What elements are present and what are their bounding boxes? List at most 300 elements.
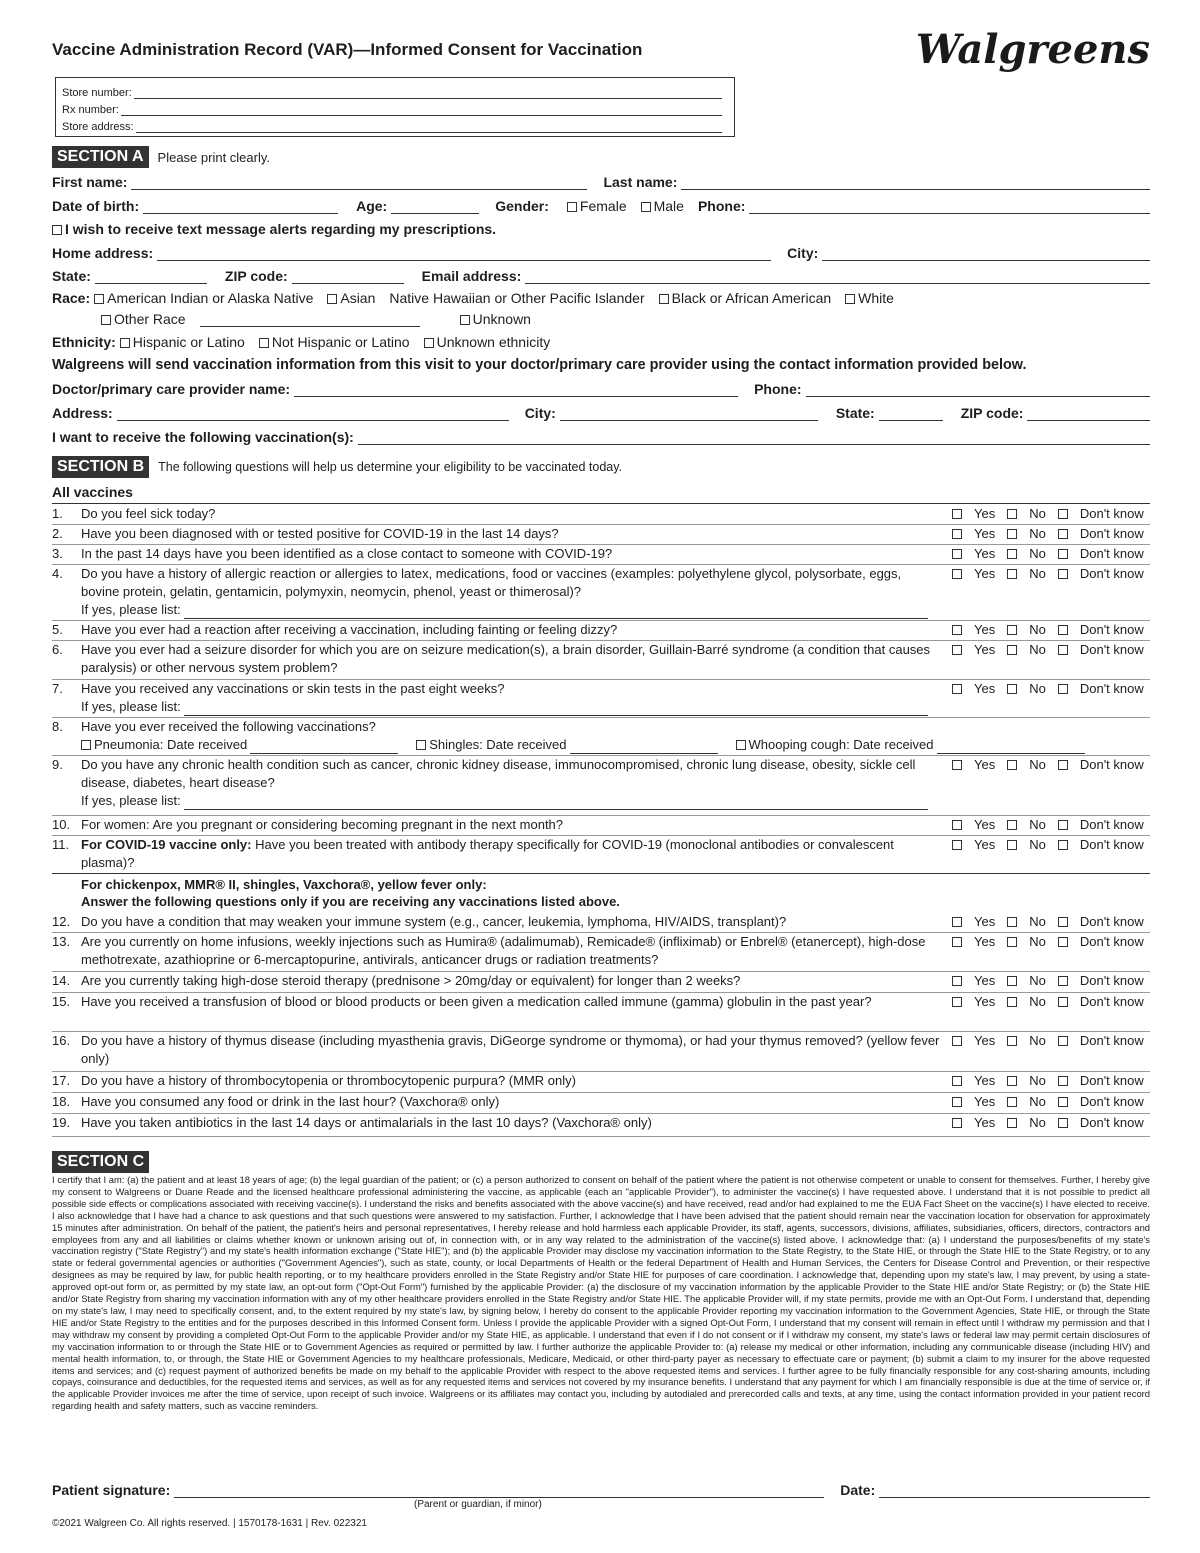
provider-city-field[interactable] xyxy=(560,405,818,421)
answer-yes[interactable] xyxy=(952,545,995,563)
question-row xyxy=(52,836,1150,874)
answer-yes[interactable] xyxy=(952,1114,995,1132)
answer-yes[interactable] xyxy=(952,972,995,990)
checkbox[interactable] xyxy=(1007,937,1017,947)
answer-options xyxy=(952,1072,1150,1090)
option-label: Native Hawaiian or Other Pacific Islander xyxy=(389,290,645,306)
question-number: 15. xyxy=(52,994,71,1009)
checkbox[interactable] xyxy=(1058,529,1068,539)
answer-label: No xyxy=(1029,994,1046,1009)
option-label: Hispanic or Latino xyxy=(132,334,245,350)
first-name-label: First name: xyxy=(52,174,128,190)
checkbox[interactable] xyxy=(1007,976,1017,986)
question-number: 6. xyxy=(52,642,63,657)
checkbox[interactable] xyxy=(1058,937,1068,947)
answer-yes[interactable] xyxy=(952,505,995,523)
answer-dont-know[interactable] xyxy=(1058,933,1144,951)
question-text xyxy=(81,680,941,716)
question-number: 7. xyxy=(52,681,63,696)
question-number: 16. xyxy=(52,1033,71,1048)
store-number-field[interactable] xyxy=(134,87,722,99)
other-race-field[interactable] xyxy=(200,311,420,327)
answer-dont-know[interactable] xyxy=(1058,993,1144,1011)
question-row xyxy=(52,933,1150,972)
answer-no[interactable] xyxy=(1007,1093,1046,1111)
answer-no[interactable] xyxy=(1007,933,1046,951)
answer-options xyxy=(952,621,1150,639)
answer-label: Yes xyxy=(974,1094,996,1109)
checkbox[interactable] xyxy=(952,997,962,1007)
question-number: 2. xyxy=(52,526,63,541)
answer-yes[interactable] xyxy=(952,1072,995,1090)
answer-label: Don't know xyxy=(1079,1115,1144,1130)
provider-zip-label: ZIP code: xyxy=(960,405,1024,421)
if-yes-line xyxy=(81,792,928,810)
answer-dont-know[interactable] xyxy=(1058,505,1144,523)
answer-yes[interactable] xyxy=(952,1093,995,1111)
checkbox[interactable] xyxy=(952,976,962,986)
provider-address-field[interactable] xyxy=(117,405,509,421)
q8-option[interactable] xyxy=(416,736,566,754)
question-text xyxy=(81,718,1150,754)
walgreens-logo: Walgreens xyxy=(915,26,1150,73)
gender-female-option[interactable] xyxy=(567,198,627,214)
checkbox[interactable] xyxy=(952,917,962,927)
question-body: Have you received any vaccinations or skin tests in the past eight weeks? xyxy=(81,681,505,696)
question-row xyxy=(52,505,1150,525)
checkbox[interactable] xyxy=(1007,529,1017,539)
checkbox[interactable] xyxy=(416,740,426,750)
state-field[interactable] xyxy=(95,268,207,284)
answer-label: Don't know xyxy=(1079,1073,1144,1088)
section-b-tag: SECTION B xyxy=(52,456,149,478)
if-yes-label: If yes, please list: xyxy=(81,699,181,714)
question-row xyxy=(52,718,1150,756)
checkbox[interactable] xyxy=(845,294,855,304)
answer-no[interactable] xyxy=(1007,1072,1046,1090)
answer-label: Yes xyxy=(974,1033,996,1048)
provider-zip-field[interactable] xyxy=(1027,405,1150,421)
answer-no[interactable] xyxy=(1007,993,1046,1011)
footer-copyright: ©2021 Walgreen Co. All rights reserved. | 1570178-1631 | Rev. 022321 xyxy=(52,1518,367,1529)
answer-no[interactable] xyxy=(1007,756,1046,774)
question-number: 3. xyxy=(52,546,63,561)
answer-label: Yes xyxy=(974,681,996,696)
question-number: 13. xyxy=(52,934,71,949)
question-row xyxy=(52,972,1150,993)
checkbox[interactable] xyxy=(94,294,104,304)
checkbox[interactable] xyxy=(1007,1118,1017,1128)
race-option-native-hawaiian[interactable] xyxy=(389,290,644,306)
vaccines-wanted-field[interactable] xyxy=(358,429,1150,445)
checkbox[interactable] xyxy=(952,840,962,850)
question-text xyxy=(81,993,941,1011)
race-option-black[interactable] xyxy=(659,290,832,306)
answer-dont-know[interactable] xyxy=(1058,972,1144,990)
answer-options xyxy=(952,505,1150,523)
if-yes-label: If yes, please list: xyxy=(81,793,181,808)
provider-notice: Walgreens will send vaccination information from this visit to your doctor/primary care provider using the contact information provided below. xyxy=(52,357,1027,373)
state-label: State: xyxy=(52,268,91,284)
answer-dont-know[interactable] xyxy=(1058,1072,1144,1090)
answer-dont-know[interactable] xyxy=(1058,756,1144,774)
race-option-unknown[interactable] xyxy=(460,311,531,327)
question-body: Have you been diagnosed with or tested positive for COVID-19 in the last 14 days? xyxy=(81,526,559,541)
last-name-label: Last name: xyxy=(603,174,678,190)
checkbox[interactable] xyxy=(424,338,434,348)
question-body: Do you have a history of thrombocytopenia or thrombocytopenic purpura? (MMR only) xyxy=(81,1073,576,1088)
checkbox[interactable] xyxy=(952,509,962,519)
section-b-note: The following questions will help us determine your eligibility to be vaccinated today. xyxy=(158,460,623,474)
answer-no[interactable] xyxy=(1007,565,1046,583)
question-number: 5. xyxy=(52,622,63,637)
signature-date-field[interactable] xyxy=(879,1482,1150,1498)
city-label: City: xyxy=(787,245,819,261)
question-number: 9. xyxy=(52,757,63,772)
answer-no[interactable] xyxy=(1007,545,1046,563)
checkbox[interactable] xyxy=(1058,509,1068,519)
answer-dont-know[interactable] xyxy=(1058,641,1144,659)
answer-no[interactable] xyxy=(1007,816,1046,834)
checkbox[interactable] xyxy=(327,294,337,304)
answer-yes[interactable] xyxy=(952,525,995,543)
checkbox[interactable] xyxy=(952,569,962,579)
answer-yes[interactable] xyxy=(952,621,995,639)
answer-label: No xyxy=(1029,1033,1046,1048)
answer-label: No xyxy=(1029,681,1046,696)
city-field[interactable] xyxy=(822,245,1150,261)
question-number: 17. xyxy=(52,1073,71,1088)
question-text xyxy=(81,972,941,990)
answer-label: No xyxy=(1029,622,1046,637)
answer-yes[interactable] xyxy=(952,913,995,931)
section-c-tag: SECTION C xyxy=(52,1151,149,1173)
q8-option[interactable] xyxy=(736,736,934,754)
answer-label: Yes xyxy=(974,526,996,541)
phone-label: Phone: xyxy=(697,198,746,214)
checkbox[interactable] xyxy=(659,294,669,304)
race-option-white[interactable] xyxy=(845,290,894,306)
checkbox[interactable] xyxy=(952,760,962,770)
provider-state-field[interactable] xyxy=(879,405,943,421)
checkbox[interactable] xyxy=(101,315,111,325)
answer-label: No xyxy=(1029,757,1046,772)
answer-label: Yes xyxy=(974,934,996,949)
answer-options xyxy=(952,816,1150,834)
date-received-field[interactable] xyxy=(250,742,398,754)
answer-yes[interactable] xyxy=(952,816,995,834)
answer-options xyxy=(952,1032,1150,1050)
answer-label: Yes xyxy=(974,1115,996,1130)
checkbox[interactable] xyxy=(1007,820,1017,830)
if-yes-field[interactable] xyxy=(184,702,928,716)
checkbox[interactable] xyxy=(952,549,962,559)
answer-label: No xyxy=(1029,837,1046,852)
answer-dont-know[interactable] xyxy=(1058,525,1144,543)
text-alerts-option[interactable] xyxy=(52,221,496,237)
option-label: White xyxy=(858,290,894,306)
answer-label: Don't know xyxy=(1079,546,1144,561)
consent-text: I certify that I am: (a) the patient and at least 18 years of age; (b) the legal guardian of the patient; or (c) a person authorized to consent on behalf of the patient where the patient is not otherwise competent or unable to consent for themselves. Further, I hereby give my consent to Walgreens or Duane Reade and the licensed healthcare professional administering the vaccine, as applicable (each an "applicable Provider"), to administer the vaccine(s) I have requested above. I understand that it is not possible to predict all possible side effects or complications associated with receiving vaccine(s). I understand the risks and benefits associated with the above vaccine(s) and have received, read and/or had explained to me the EUA Fact Sheet on the vaccine(s) I have elected to receive. I also acknowledge that I have had a chance to ask questions and that such questions were answered to my satisfaction. Further, I acknowledge that I have been advised that the patient should remain near the vaccination location for observation for approximately 15 minutes after administration. On behalf of the patient, the patient's heirs and personal representatives, I hereby release and hold harmless each applicable Provider, its staff, agents, successors, divisions, affiliates, subsidiaries, officers, directors, contractors and employees from any and all liabilities or claims whether known or unknown arising out of, in connection with, or in any way related to the administration of the vaccine(s) listed above. I acknowledge that: (a) I understand the purposes/benefits of my state's vaccination registry ("State Registry") and my state's health information exchange ("State HIE"); and (b) the applicable Provider may disclose my vaccination information to the State Registry, to the State HIE, or through the State HIE to the State Registry, or to any state or federal governmental agencies or authorities ("Government Agencies"), such as state, county, or local Departments of Health or the federal Department of Health and Human Services, the Centers for Disease Control and Prevention, or their respective designees as may be required by law, for public health reporting, or to my healthcare providers enrolled in the State Registry and/or State HIE for purposes of care coordination. I acknowledge that, depending upon my state's law, I may prevent, by using a state-approved opt-out form or, as permitted by my state law, an opt-out form ("Opt-Out Form") furnished by the applicable Provider: (a) the disclosure of my vaccination information by the applicable Provider to the State HIE and/or State Registry; or (b) the State HIE and/or State Registry from sharing my vaccination information with any of my other healthcare providers enrolled in the State Registry and/or State HIE. The applicable Provider will, if my state permits, provide me with an Opt-Out Form. I understand that, depending on my state's law, I may need to specifically consent, and, to the extent required by my state's law, by signing below, I hereby do consent to the applicable Provider reporting my vaccination information to the Government Agencies, State HIE, or through the State HIE and/or State Registry to the entities and for the purposes described in this Informed Consent form. Unless I provide the applicable Provider with a signed Opt-Out Form, I understand that my consent will remain in effect until I withdraw my permission and that I may withdraw my consent by providing a completed Opt-Out Form to the applicable Provider and/or my State HIE, as applicable. I understand that even if I do not consent or if I withdraw my consent, my state's laws or federal law may permit certain disclosures of my vaccination information to or through the State HIE or to Government Agencies as required or permitted by law. I further authorize the applicable Provider to: (a) release my medical or other information, including any communicable disease (including HIV) and mental health information, to, or through, the State HIE or Government Agencies to my healthcare professionals, Medicare, Medicaid, or other third-party payer as necessary to effectuate care or payment; (b) submit a claim to my insurer for the above requested items and services; and (c) request payment of authorized benefits be made on my behalf to the applicable Provider with respect to the above requested items and services. I further agree to be fully financially responsible for any cost-sharing amounts, including copays, coinsurance and deductibles, for the requested items and services, as well as for any requested items and services not covered by my insurance benefits. I understand that any payment for which I am financially responsible is due at the time of service or, if the applicable Provider invoices me after the time of service, upon receipt of such invoice. Walgreens or its affiliates may contact you, including by autodialed and prerecorded calls and texts, at any time, using the contact information provided in your patient record regarding health and safety matters, such as vaccine reminders. xyxy=(52,1174,1150,1412)
checkbox[interactable] xyxy=(1058,917,1068,927)
question-row xyxy=(52,756,1150,816)
answer-dont-know[interactable] xyxy=(1058,1114,1144,1132)
checkbox[interactable] xyxy=(1058,684,1068,694)
answer-label: No xyxy=(1029,817,1046,832)
checkbox[interactable] xyxy=(952,1097,962,1107)
email-label: Email address: xyxy=(421,268,522,284)
if-yes-field[interactable] xyxy=(184,796,928,810)
answer-label: Yes xyxy=(974,973,996,988)
checkbox[interactable] xyxy=(1058,645,1068,655)
answer-no[interactable] xyxy=(1007,621,1046,639)
answer-yes[interactable] xyxy=(952,1032,995,1050)
checkbox[interactable] xyxy=(1007,1036,1017,1046)
question-row xyxy=(52,641,1150,680)
checkbox[interactable] xyxy=(952,625,962,635)
question-number: 1. xyxy=(52,506,63,521)
checkbox[interactable] xyxy=(1007,997,1017,1007)
checkbox[interactable] xyxy=(1007,569,1017,579)
question-body: Have you received a transfusion of blood or blood products or been given a medication called immune (gamma) globulin in the past year? xyxy=(81,994,872,1009)
female-checkbox[interactable] xyxy=(567,202,577,212)
patient-signature-field[interactable] xyxy=(174,1482,824,1498)
question-text xyxy=(81,525,941,543)
answer-label: Don't know xyxy=(1079,681,1144,696)
answer-label: Yes xyxy=(974,566,996,581)
checkbox[interactable] xyxy=(952,529,962,539)
provider-name-field[interactable] xyxy=(294,381,738,397)
checkbox[interactable] xyxy=(120,338,130,348)
question-body: Are you currently on home infusions, weekly injections such as Humira® (adalimumab), Remicade® (infliximab) or Enbrel® (etanercept), high-dose methotrexate, azathioprine or 6-mercaptopurine, antivirals, anticancer drugs or radiation treatments? xyxy=(81,934,926,967)
checkbox[interactable] xyxy=(1007,645,1017,655)
checkbox[interactable] xyxy=(952,1036,962,1046)
checkbox[interactable] xyxy=(1007,684,1017,694)
provider-address-label: Address: xyxy=(52,405,113,421)
answer-dont-know[interactable] xyxy=(1058,1093,1144,1111)
race-option-other[interactable] xyxy=(101,311,186,327)
checkbox[interactable] xyxy=(259,338,269,348)
gender-male-option[interactable] xyxy=(641,198,684,214)
answer-dont-know[interactable] xyxy=(1058,836,1144,854)
date-received-field[interactable] xyxy=(570,742,718,754)
subgroup-heading-line1: For chickenpox, MMR® II, shingles, Vaxchora®, yellow fever only: xyxy=(81,877,487,892)
email-field[interactable] xyxy=(525,268,1150,284)
question-number: 19. xyxy=(52,1115,71,1130)
answer-yes[interactable] xyxy=(952,641,995,659)
answer-options xyxy=(952,836,1150,854)
race-option-american-indian[interactable] xyxy=(94,290,313,306)
answer-label: No xyxy=(1029,566,1046,581)
section-a-note: Please print clearly. xyxy=(157,149,271,165)
checkbox[interactable] xyxy=(952,820,962,830)
answer-options xyxy=(952,756,1150,774)
ethnicity-option-not-hispanic[interactable] xyxy=(259,334,410,350)
answer-no[interactable] xyxy=(1007,972,1046,990)
checkbox[interactable] xyxy=(1007,549,1017,559)
question-number: 8. xyxy=(52,719,63,734)
text-alerts-checkbox[interactable] xyxy=(52,225,62,235)
answer-options xyxy=(952,545,1150,563)
question-body: Have you consumed any food or drink in the last hour? (Vaxchora® only) xyxy=(81,1094,500,1109)
answer-no[interactable] xyxy=(1007,1114,1046,1132)
answer-no[interactable] xyxy=(1007,641,1046,659)
checkbox[interactable] xyxy=(1058,549,1068,559)
question-body: Do you have any chronic health condition such as cancer, chronic kidney disease, immunocompromised, chronic lung disease, obesity, sickle cell disease, diabetes, heart disease? xyxy=(81,757,916,790)
answer-no[interactable] xyxy=(1007,1032,1046,1050)
answer-label: No xyxy=(1029,526,1046,541)
question-number: 11. xyxy=(52,837,70,852)
question-row xyxy=(52,993,1150,1032)
answer-options xyxy=(952,933,1150,951)
answer-options xyxy=(952,1114,1150,1132)
answer-label: Don't know xyxy=(1079,622,1144,637)
store-number-label: Store number: xyxy=(62,87,132,99)
question-body: Have you ever received the following vaccinations? xyxy=(81,719,376,734)
answer-label: Don't know xyxy=(1079,526,1144,541)
checkbox[interactable] xyxy=(1007,760,1017,770)
question-text xyxy=(81,1114,941,1132)
checkbox[interactable] xyxy=(1007,509,1017,519)
answer-label: Don't know xyxy=(1079,506,1144,521)
question-text xyxy=(81,1093,941,1111)
answer-dont-know[interactable] xyxy=(1058,565,1144,583)
option-label: Asian xyxy=(340,290,376,306)
answer-no[interactable] xyxy=(1007,505,1046,523)
first-name-field[interactable] xyxy=(131,174,587,190)
answer-label: No xyxy=(1029,1094,1046,1109)
checkbox[interactable] xyxy=(460,315,470,325)
answer-dont-know[interactable] xyxy=(1058,621,1144,639)
answer-options xyxy=(952,565,1150,583)
answer-yes[interactable] xyxy=(952,756,995,774)
answer-yes[interactable] xyxy=(952,993,995,1011)
section-c-header xyxy=(52,1151,149,1173)
question-body: Do you have a condition that may weaken your immune system (e.g., cancer, leukemia, lymphoma, HIV/AIDS, transplant)? xyxy=(81,914,787,929)
date-received-field[interactable] xyxy=(937,742,1085,754)
store-address-field[interactable] xyxy=(136,121,722,133)
question-body: Have you been treated with antibody therapy specifically for COVID-19 (monoclonal antibodies or convalescent plasma)? xyxy=(81,837,894,870)
checkbox[interactable] xyxy=(1058,1118,1068,1128)
checkbox[interactable] xyxy=(1058,976,1068,986)
checkbox[interactable] xyxy=(1007,1076,1017,1086)
question-row xyxy=(52,565,1150,621)
answer-label: Don't know xyxy=(1079,642,1144,657)
rx-number-label: Rx number: xyxy=(62,104,119,116)
section-b-header xyxy=(52,456,622,478)
checkbox[interactable] xyxy=(1058,625,1068,635)
checkbox[interactable] xyxy=(1007,625,1017,635)
checkbox[interactable] xyxy=(1058,569,1068,579)
form-title: Vaccine Administration Record (VAR)—Informed Consent for Vaccination xyxy=(52,40,643,59)
answer-dont-know[interactable] xyxy=(1058,680,1144,698)
answer-options xyxy=(952,913,1150,931)
checkbox[interactable] xyxy=(952,684,962,694)
answer-yes[interactable] xyxy=(952,836,995,854)
home-address-field[interactable] xyxy=(157,245,771,261)
dob-field[interactable] xyxy=(143,198,338,214)
answer-no[interactable] xyxy=(1007,680,1046,698)
question-row xyxy=(52,1032,1150,1072)
checkbox[interactable] xyxy=(952,1118,962,1128)
phone-field[interactable] xyxy=(749,198,1150,214)
provider-name-label: Doctor/primary care provider name: xyxy=(52,381,291,397)
answer-options xyxy=(952,993,1150,1011)
answer-dont-know[interactable] xyxy=(1058,545,1144,563)
last-name-field[interactable] xyxy=(681,174,1150,190)
checkbox[interactable] xyxy=(1058,840,1068,850)
question-body: Have you ever had a seizure disorder for which you are on seizure medication(s), a brain disorder, Guillain-Barré syndrome (a condition that causes paralysis) or other nervous system problem? xyxy=(81,642,931,675)
checkbox[interactable] xyxy=(1058,1097,1068,1107)
checkbox[interactable] xyxy=(1058,760,1068,770)
answer-label: Yes xyxy=(974,757,996,772)
male-checkbox[interactable] xyxy=(641,202,651,212)
guardian-note: (Parent or guardian, if minor) xyxy=(414,1499,542,1510)
female-label: Female xyxy=(579,198,627,214)
q8-option[interactable] xyxy=(81,736,247,754)
answer-label: Yes xyxy=(974,817,996,832)
ethnicity-option-hispanic[interactable] xyxy=(120,334,245,350)
answer-dont-know[interactable] xyxy=(1058,816,1144,834)
answer-yes[interactable] xyxy=(952,933,995,951)
checkbox[interactable] xyxy=(952,645,962,655)
question-text xyxy=(81,913,941,931)
answer-yes[interactable] xyxy=(952,565,995,583)
question-body: In the past 14 days have you been identified as a close contact to someone with COVID-19? xyxy=(81,546,613,561)
answer-no[interactable] xyxy=(1007,913,1046,931)
checkbox[interactable] xyxy=(1058,1036,1068,1046)
question-body: Have you taken antibiotics in the last 14 days or antimalarials in the last 10 days? (Vaxchora® only) xyxy=(81,1115,652,1130)
question-number: 14. xyxy=(52,973,71,988)
checkbox[interactable] xyxy=(1058,997,1068,1007)
race-option-asian[interactable] xyxy=(327,290,375,306)
signature-date-label: Date: xyxy=(840,1482,876,1498)
answer-no[interactable] xyxy=(1007,836,1046,854)
answer-label: Yes xyxy=(974,837,996,852)
checkbox[interactable] xyxy=(736,740,746,750)
answer-label: Don't know xyxy=(1079,757,1144,772)
answer-dont-know[interactable] xyxy=(1058,913,1144,931)
checkbox[interactable] xyxy=(1058,1076,1068,1086)
checkbox[interactable] xyxy=(1007,1097,1017,1107)
checkbox[interactable] xyxy=(952,937,962,947)
section-a-header xyxy=(52,146,270,168)
if-yes-field[interactable] xyxy=(184,605,928,619)
answer-no[interactable] xyxy=(1007,525,1046,543)
age-field[interactable] xyxy=(391,198,479,214)
provider-phone-field[interactable] xyxy=(806,381,1150,397)
answer-label: No xyxy=(1029,914,1046,929)
answer-dont-know[interactable] xyxy=(1058,1032,1144,1050)
rx-number-field[interactable] xyxy=(121,104,722,116)
answer-options xyxy=(952,680,1150,698)
question-body: Are you currently taking high-dose steroid therapy (prednisone > 20mg/day or equivalent) for longer than 2 weeks? xyxy=(81,973,741,988)
checkbox[interactable] xyxy=(1007,917,1017,927)
answer-yes[interactable] xyxy=(952,680,995,698)
checkbox[interactable] xyxy=(1007,840,1017,850)
ethnicity-option-unknown[interactable] xyxy=(424,334,551,350)
checkbox[interactable] xyxy=(952,1076,962,1086)
answer-label: No xyxy=(1029,973,1046,988)
option-label: American Indian or Alaska Native xyxy=(107,290,314,306)
answer-label: Don't know xyxy=(1079,934,1144,949)
question-text xyxy=(81,933,941,969)
checkbox[interactable] xyxy=(81,740,91,750)
checkbox[interactable] xyxy=(1058,820,1068,830)
answer-options xyxy=(952,525,1150,543)
zip-field[interactable] xyxy=(292,268,404,284)
dob-label: Date of birth: xyxy=(52,198,140,214)
